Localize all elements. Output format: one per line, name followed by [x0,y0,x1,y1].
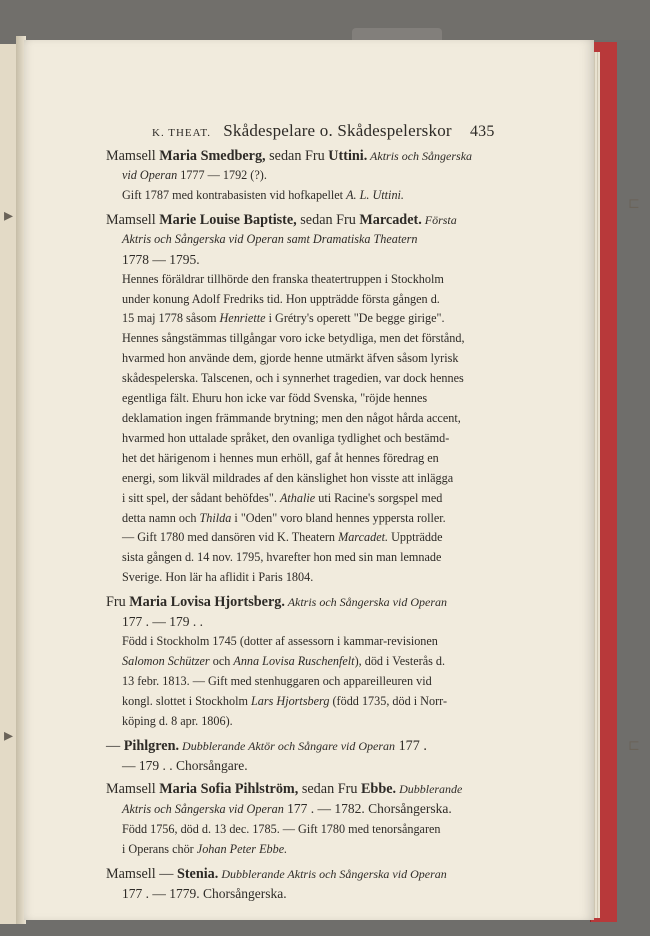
entry-line: Född i Stockholm 1745 (dotter af assessorn i kammar-revisionen [122,634,438,649]
entry-line: energi, som likväl mildrades af den känslighet hon visste att inlägga [122,470,454,485]
entry-line: — Pihlgren. Dubblerande Aktör och Sångare vid Operan 177 . [106,737,427,754]
entry-line: sista gången d. 14 nov. 1795, hvarefter hon med sin man lemnade [122,550,442,565]
entry-line: 13 febr. 1813. — Gift med stenhuggaren och appareilleuren vid [122,673,432,688]
entry-line: het det härigenom i hennes mun erhöll, gaf åt hennes föredrag en [122,450,439,465]
previous-page-edge [0,44,17,924]
entry-line: egentliga fält. Ehuru hon icke var född Svenska, "röjde hennes [122,391,428,406]
entry-line: 177 . — 179 . . [122,614,203,630]
entry-line: detta namn och Thilda i "Oden" voro bland hennes yppersta roller. [122,510,446,525]
entry-baptiste [106,210,502,588]
entry-line: köping d. 8 apr. 1806). [122,713,233,728]
header-title: Skådespelare o. Skådespelerskor [223,121,452,140]
entry-line: Mamsell Maria Smedberg, sedan Fru Uttini. Aktris och Sångerska [106,148,473,164]
entry-line: Gift 1787 med kontrabasisten vid hofkapellet A. L. Uttini. [122,187,404,202]
entry-line: Sverige. Hon lär ha aflidit i Paris 1804. [122,570,314,585]
entry-line: Hennes föräldrar tillhörde den franska theatertruppen i Stockholm [122,271,444,286]
entry-line: i sitt spel, der sådant behöfdes". Athalie uti Racine's sorgspel med [122,490,443,505]
margin-bracket-icon: ⊏ [628,739,640,754]
entry-line: — Gift 1780 med dansören vid K. Theatern Marcadet. Uppträdde [122,530,443,545]
entry-line: 1778 — 1795. [122,251,200,267]
entry-line: i Operans chör Johan Peter Ebbe. [122,842,288,857]
entry-line: 177 . — 1779. Chorsångerska. [122,886,287,902]
page-number: 435 [469,123,495,140]
entry-line: Aktris och Sångerska vid Operan 177 . — 1782. Chorsångerska. [122,801,452,817]
entry-pihlgren [106,736,502,776]
running-header [152,121,495,141]
margin-bracket-icon: ⊏ [628,197,640,212]
entry-line: Salomon Schützer och Anna Lovisa Ruschenfelt), död i Vesterås d. [122,653,446,668]
entry-line: vid Operan 1777 — 1792 (?). [122,168,267,182]
entry-line: kongl. slottet i Stockholm Lars Hjortsberg (född 1735, död i Norr- [122,693,448,708]
entry-line: skådespelerska. Talscenen, och i synnerhet tragedien, var dock hennes [122,371,464,386]
entry-line: deklamation ingen främmande brytning; men den något hårda accent, [122,410,461,425]
entry-line: Mamsell — Stenia. Dubblerande Aktris och Sångerska vid Operan [106,866,447,883]
entry-line: — 179 . . Chorsångare. [122,757,248,773]
entry-stenia [106,864,502,904]
entry-smedberg [106,146,502,206]
margin-arrow-icon: ▸ [4,205,14,225]
entry-line: Född 1756, död d. 13 dec. 1785. — Gift 1780 med tenorsångaren [122,822,441,837]
entry-pihlstrom [106,779,502,860]
entry-line: under konung Adolf Fredriks tid. Hon uppträdde första gången d. [122,291,440,306]
entry-line: 15 maj 1778 såsom Henriette i Grétry's operett "De begge girige". [122,311,445,326]
background-top [0,0,650,40]
header-abbrev: K. THEAT. [152,127,212,139]
page-body [106,146,502,908]
entry-line: Aktris och Sångerska vid Operan samt Dramatiska Theatern [122,231,418,246]
entry-hjortsberg [106,592,502,731]
entry-line: hvarmed hon använde dem, gjorde henne utmärkt äfven såsom lyrisk [122,351,459,366]
entry-line: Hennes sångstämmas tillgångar voro icke betydliga, men det förstånd, [122,331,465,346]
entry-line: hvarmed hon uttalade språket, den ovanliga tydlighet och bestämd- [122,430,450,445]
margin-arrow-icon: ▸ [4,725,14,745]
entry-line: Mamsell Marie Louise Baptiste, sedan Fru Marcadet. Första [106,211,457,228]
entry-line: Fru Maria Lovisa Hjortsberg. Aktris och Sångerska vid Operan [106,594,447,611]
entry-line: Mamsell Maria Sofia Pihlström, sedan Fru Ebbe. Dubblerande [106,781,463,798]
